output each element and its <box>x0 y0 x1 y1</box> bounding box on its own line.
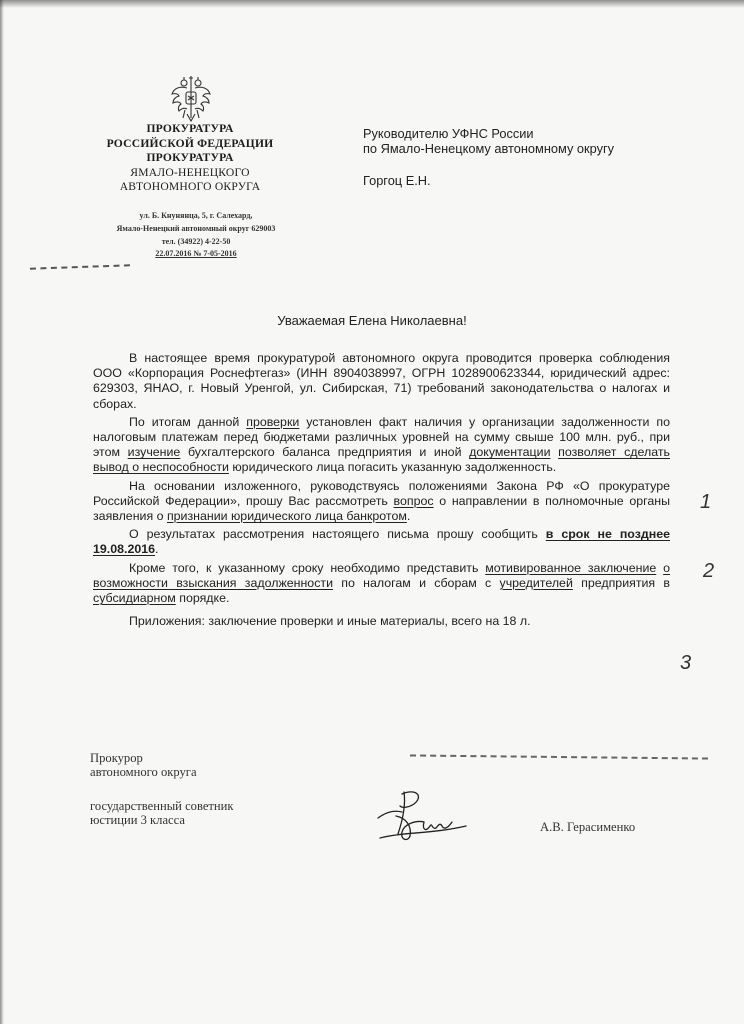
underlined-text: учредителей <box>499 575 573 590</box>
dashed-mark <box>410 754 708 759</box>
text-span: . <box>155 542 159 557</box>
dashed-mark <box>30 264 130 271</box>
paragraph-1: В настоящее время прокуратурой автономного округа проводится проверка соблюдения ООО «Корпорация Роснефтегаз» (ИНН 8904038997, ОГРН 1028900623344, юридический адрес: 629303, ЯНАО, г. Новый Уренгой, ул. Сибирская, 71) требований законодательства о налогах и сборах. <box>93 351 670 411</box>
attachment-note: Приложения: заключение проверки и иные материалы, всего на 18 л. <box>129 614 531 629</box>
signatory-rank: юстиции 3 класса <box>90 813 185 827</box>
margin-note-3: 3 <box>680 652 692 674</box>
text-span: бухгалтерского баланса предприятия и иной <box>180 445 470 460</box>
margin-note-1: 1 <box>700 491 712 513</box>
underlined-text: изучение <box>127 445 181 460</box>
text-span: установлен факт наличия у организации задолженности по налоговым платежам перед бюджетами различных уровней на сумму свыше 100 млн. руб., при этом <box>93 414 670 460</box>
text-span: По итогам данной <box>129 414 247 429</box>
text-span <box>551 445 559 459</box>
coat-of-arms-icon <box>170 74 212 124</box>
addressee-line: Руководителю УФНС России <box>363 126 534 141</box>
signatory-rank: государственный советник <box>90 799 234 813</box>
addressee-block <box>363 126 703 188</box>
deadline-text: в срок не позднее 19.08.2016 <box>93 527 670 557</box>
org-line: РОССИЙСКОЙ ФЕДЕРАЦИИ <box>106 136 274 150</box>
address-line: ул. Б. Кнунянца, 5, г. Салехард, <box>139 211 253 220</box>
scan-edge-top <box>0 0 744 8</box>
address-line: Ямало-Ненецкий автономный округ 629003 <box>116 223 276 233</box>
underlined-text: проверки <box>246 414 300 429</box>
letter-body <box>93 351 670 629</box>
org-line: ПРОКУРАТУРА <box>146 151 234 165</box>
text-span: . <box>406 509 411 524</box>
text-span: Кроме того, к указанному сроку необходимо представить <box>129 560 486 575</box>
organization-address <box>78 210 314 261</box>
underlined-text: субсидиарном <box>93 591 176 606</box>
scan-edge-left <box>0 0 4 1024</box>
underlined-text: позволяет сделать вывод о неспособности <box>93 445 670 475</box>
margin-note-2: 2 <box>703 560 715 582</box>
org-line: ПРОКУРАТУРА <box>146 122 234 135</box>
text-span: юридического лица погасить указанную задолженность. <box>228 460 557 475</box>
signatory-title: Прокурор <box>90 751 143 765</box>
organization-header <box>95 122 285 195</box>
salutation: Уважаемая Елена Николаевна! <box>277 313 467 328</box>
signatory-title-block <box>90 751 330 827</box>
addressee-line: по Ямало-Ненецкому автономному округу <box>363 141 615 157</box>
underlined-text: документации <box>469 445 551 460</box>
signatory-title: автономного округа <box>90 765 197 779</box>
address-line: тел. (34922) 4-22-50 <box>161 236 231 246</box>
underlined-text: мотивированное заключение <box>485 560 657 575</box>
addressee-name: Горгоц Е.Н. <box>363 172 431 188</box>
text-span: по налогам и сборам с <box>333 575 500 590</box>
handwritten-signature-icon <box>372 782 472 846</box>
paragraph-4 <box>93 527 670 557</box>
text-span: о направлении в полномочные органы заявления о <box>93 493 670 524</box>
reference-number: 22.07.2016 № 7-05-2016 <box>155 249 237 259</box>
org-line: АВТОНОМНОГО ОКРУГА <box>119 180 261 194</box>
text-span: порядке. <box>175 591 230 606</box>
org-line: ЯМАЛО-НЕНЕЦКОГО <box>130 165 250 179</box>
underlined-text: признании юридического лица банкротом <box>166 509 407 524</box>
text-span: предприятия в <box>572 575 670 590</box>
text-span: На основании изложенного, руководствуясь положениями Закона РФ «О прокуратуре Российской Федерации», прошу Вас рассмотреть <box>93 478 670 508</box>
underlined-text: вопрос <box>393 493 434 508</box>
paragraph-2 <box>93 415 670 476</box>
paragraph-3 <box>93 479 670 525</box>
signatory-name: А.В. Герасименко <box>540 820 636 834</box>
text-span: О результатах рассмотрения настоящего письма прошу сообщить <box>129 527 546 542</box>
paragraph-5 <box>93 561 670 607</box>
underlined-text: о возможности взыскания задолженности <box>93 560 670 590</box>
